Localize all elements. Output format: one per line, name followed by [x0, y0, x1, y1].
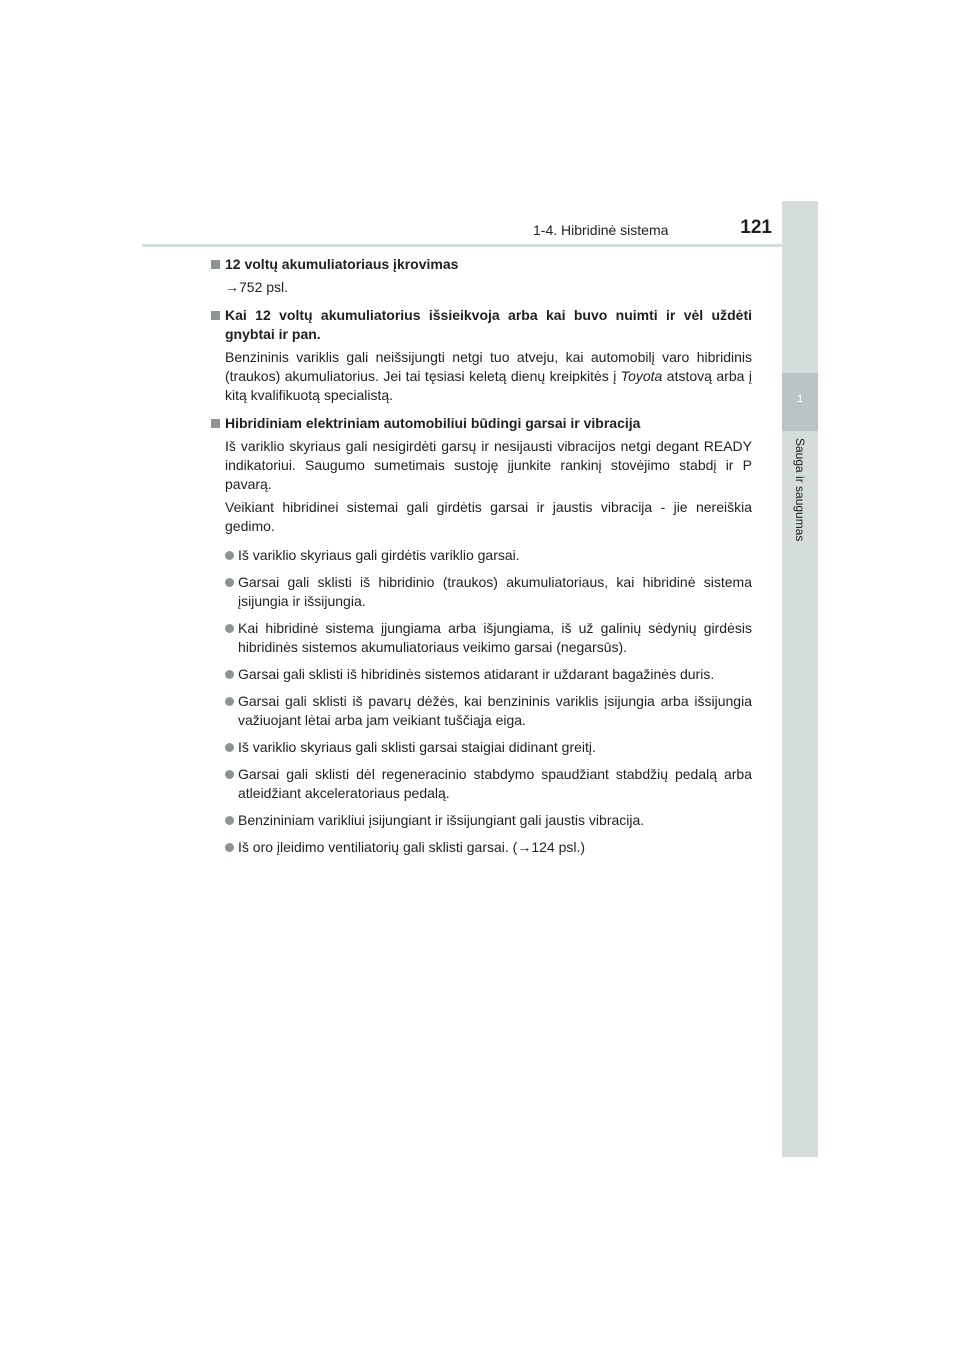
list-item: [211, 838, 752, 857]
heading-text: Hibridiniam elektriniam automobiliui būdingi garsai ir vibracija: [225, 415, 641, 431]
round-bullet-icon: [225, 743, 234, 752]
list-item: [211, 546, 752, 565]
paragraph: Iš variklio skyriaus gali nesigirdėti garsų ir nesijausti vibracijos netgi degant READY indikatoriui. Saugumo sumetimais sustoję įjunkite rankinį stovėjimo stabdį ir P pavarą.: [225, 438, 752, 492]
page-reference: [225, 278, 752, 297]
list-item: [211, 738, 752, 757]
paragraph-text: atstovą arba į kitą kvalifikuotą specialistą.: [225, 368, 752, 403]
round-bullet-icon: [225, 843, 234, 852]
arrow-icon: →: [225, 279, 239, 295]
arrow-icon: →: [517, 839, 532, 855]
paragraph-text: Benzininis variklis gali neišsijungti netgi tuo atveju, kai automobilį varo hibridinis (traukos) akumuliatorius. Jei tai tęsiasi keletą dienų kreipkitės į: [225, 349, 752, 384]
section-heading: [211, 306, 752, 344]
section-title: 1-4. Hibridinė sistema: [533, 222, 669, 238]
reference-text: 752 psl.: [239, 279, 289, 295]
page-number: 121: [740, 217, 772, 238]
brand-name: Toyota: [620, 368, 663, 384]
chapter-side-tab: [782, 201, 818, 1157]
list-item-text: Garsai gali sklisti iš pavarų dėžės, kai benzininis variklis įsijungia arba išsijungia važiuojant lėtai arba jam veikiant tuščiąja eiga.: [238, 693, 752, 728]
list-item-text: Benzininiam varikliui įsijungiant ir išsijungiant gali jaustis vibracija.: [238, 812, 645, 828]
main-content: [211, 255, 752, 857]
square-bullet-icon: [211, 260, 220, 269]
list-item: [211, 665, 752, 684]
list-item: [211, 765, 752, 803]
list-item: [211, 619, 752, 657]
round-bullet-icon: [225, 624, 234, 633]
list-item-text: Iš variklio skyriaus gali girdėtis variklio garsai.: [238, 547, 520, 563]
section-heading: [211, 414, 752, 433]
chapter-number: 1: [796, 393, 804, 405]
list-item-text: Garsai gali sklisti dėl regeneracinio stabdymo spaudžiant stabdžių pedalą arba atleidžiant akceleratoriaus pedalą.: [238, 766, 752, 801]
list-item: [211, 811, 752, 830]
heading-text: 12 voltų akumuliatoriaus įkrovimas: [225, 256, 459, 272]
square-bullet-icon: [211, 311, 220, 320]
header-rule: [142, 244, 818, 247]
paragraph: Veikiant hibridinei sistemai gali girdėtis garsai ir jaustis vibracija - jie nereiškia gedimo.: [225, 499, 752, 534]
list-item: [211, 573, 752, 611]
list-item-text: Iš variklio skyriaus gali sklisti garsai staigiai didinant greitį.: [238, 739, 596, 755]
round-bullet-icon: [225, 816, 234, 825]
heading-text: Kai 12 voltų akumuliatorius išsieikvoja arba kai buvo nuimti ir vėl uždėti gnybtai ir pan.: [225, 307, 752, 342]
list-item-text: Garsai gali sklisti iš hibridinės sistemos atidarant ir uždarant bagažinės duris.: [238, 666, 715, 682]
round-bullet-icon: [225, 697, 234, 706]
round-bullet-icon: [225, 770, 234, 779]
reference-text: 124 psl.): [531, 839, 586, 855]
list-item: [211, 692, 752, 730]
round-bullet-icon: [225, 578, 234, 587]
list-item-text: Iš oro įleidimo ventiliatorių gali sklisti garsai. (: [238, 839, 518, 855]
round-bullet-icon: [225, 670, 234, 679]
section-heading: [211, 255, 752, 274]
paragraph: [225, 348, 752, 405]
round-bullet-icon: [225, 551, 234, 560]
list-item-text: Garsai gali sklisti iš hibridinio (traukos) akumuliatoriaus, kai hibridinė sistema įsijungia ir išsijungia.: [238, 574, 752, 609]
list-item-text: Kai hibridinė sistema įjungiama arba išjungiama, iš už galinių sėdynių girdėsis hibridinės sistemos akumuliatoriaus veikimo garsai (negarsūs).: [238, 620, 752, 655]
square-bullet-icon: [211, 419, 220, 428]
chapter-label: Sauga ir saugumas: [793, 438, 807, 542]
